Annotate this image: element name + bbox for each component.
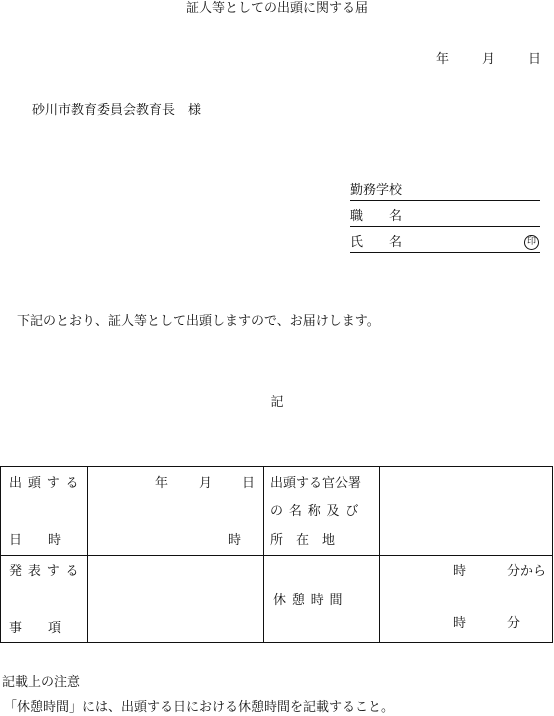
document-title: 証人等としての出頭に関する届 [185, 1, 368, 16]
appearance-year: 年 [155, 476, 169, 491]
ki-heading: 記 [270, 395, 284, 410]
notes-title: 記載上の注意 [2, 675, 81, 690]
table-divider [1, 555, 552, 556]
details-table [0, 466, 553, 643]
intro-text: 下記のとおり、証人等として出頭しますので、お届けします。 [17, 314, 380, 329]
addressee: 砂川市教育委員会教育長 様 [32, 103, 202, 118]
school-field[interactable] [350, 182, 540, 201]
rest-from-hour: 時 [453, 564, 467, 579]
office-label-line1: 出頭する官公署 [270, 476, 362, 491]
position-label: 職 名 [350, 209, 403, 224]
date-day-label: 日 [528, 52, 542, 67]
position-field[interactable] [350, 208, 540, 227]
rest-to-minute: 分 [507, 616, 521, 631]
office-label-line2: の名称及び [270, 504, 365, 519]
rest-to-hour: 時 [453, 616, 467, 631]
rest-time-label: 休憩時間 [273, 593, 349, 608]
name-label: 氏 名 [350, 235, 403, 250]
office-label-line3: 所 在 地 [270, 533, 336, 548]
appearance-month: 月 [199, 476, 213, 491]
appearance-hour: 時 [228, 533, 242, 548]
seal-mark: 印 [524, 235, 539, 250]
matter-label-top: 発表する [9, 564, 85, 579]
matter-label-bottom: 事 項 [9, 621, 62, 636]
date-time-label-top: 出頭する [9, 476, 85, 491]
date-month-label: 月 [482, 52, 496, 67]
date-time-label-bottom: 日 時 [9, 533, 62, 548]
date-year-label: 年 [436, 52, 450, 67]
name-field[interactable] [350, 234, 540, 253]
notes-body: 「休憩時間」には、出頭する日における休憩時間を記載すること。 [4, 700, 395, 715]
school-label: 勤務学校 [350, 183, 403, 198]
appearance-day: 日 [242, 476, 256, 491]
rest-from-minute: 分から [507, 564, 547, 579]
